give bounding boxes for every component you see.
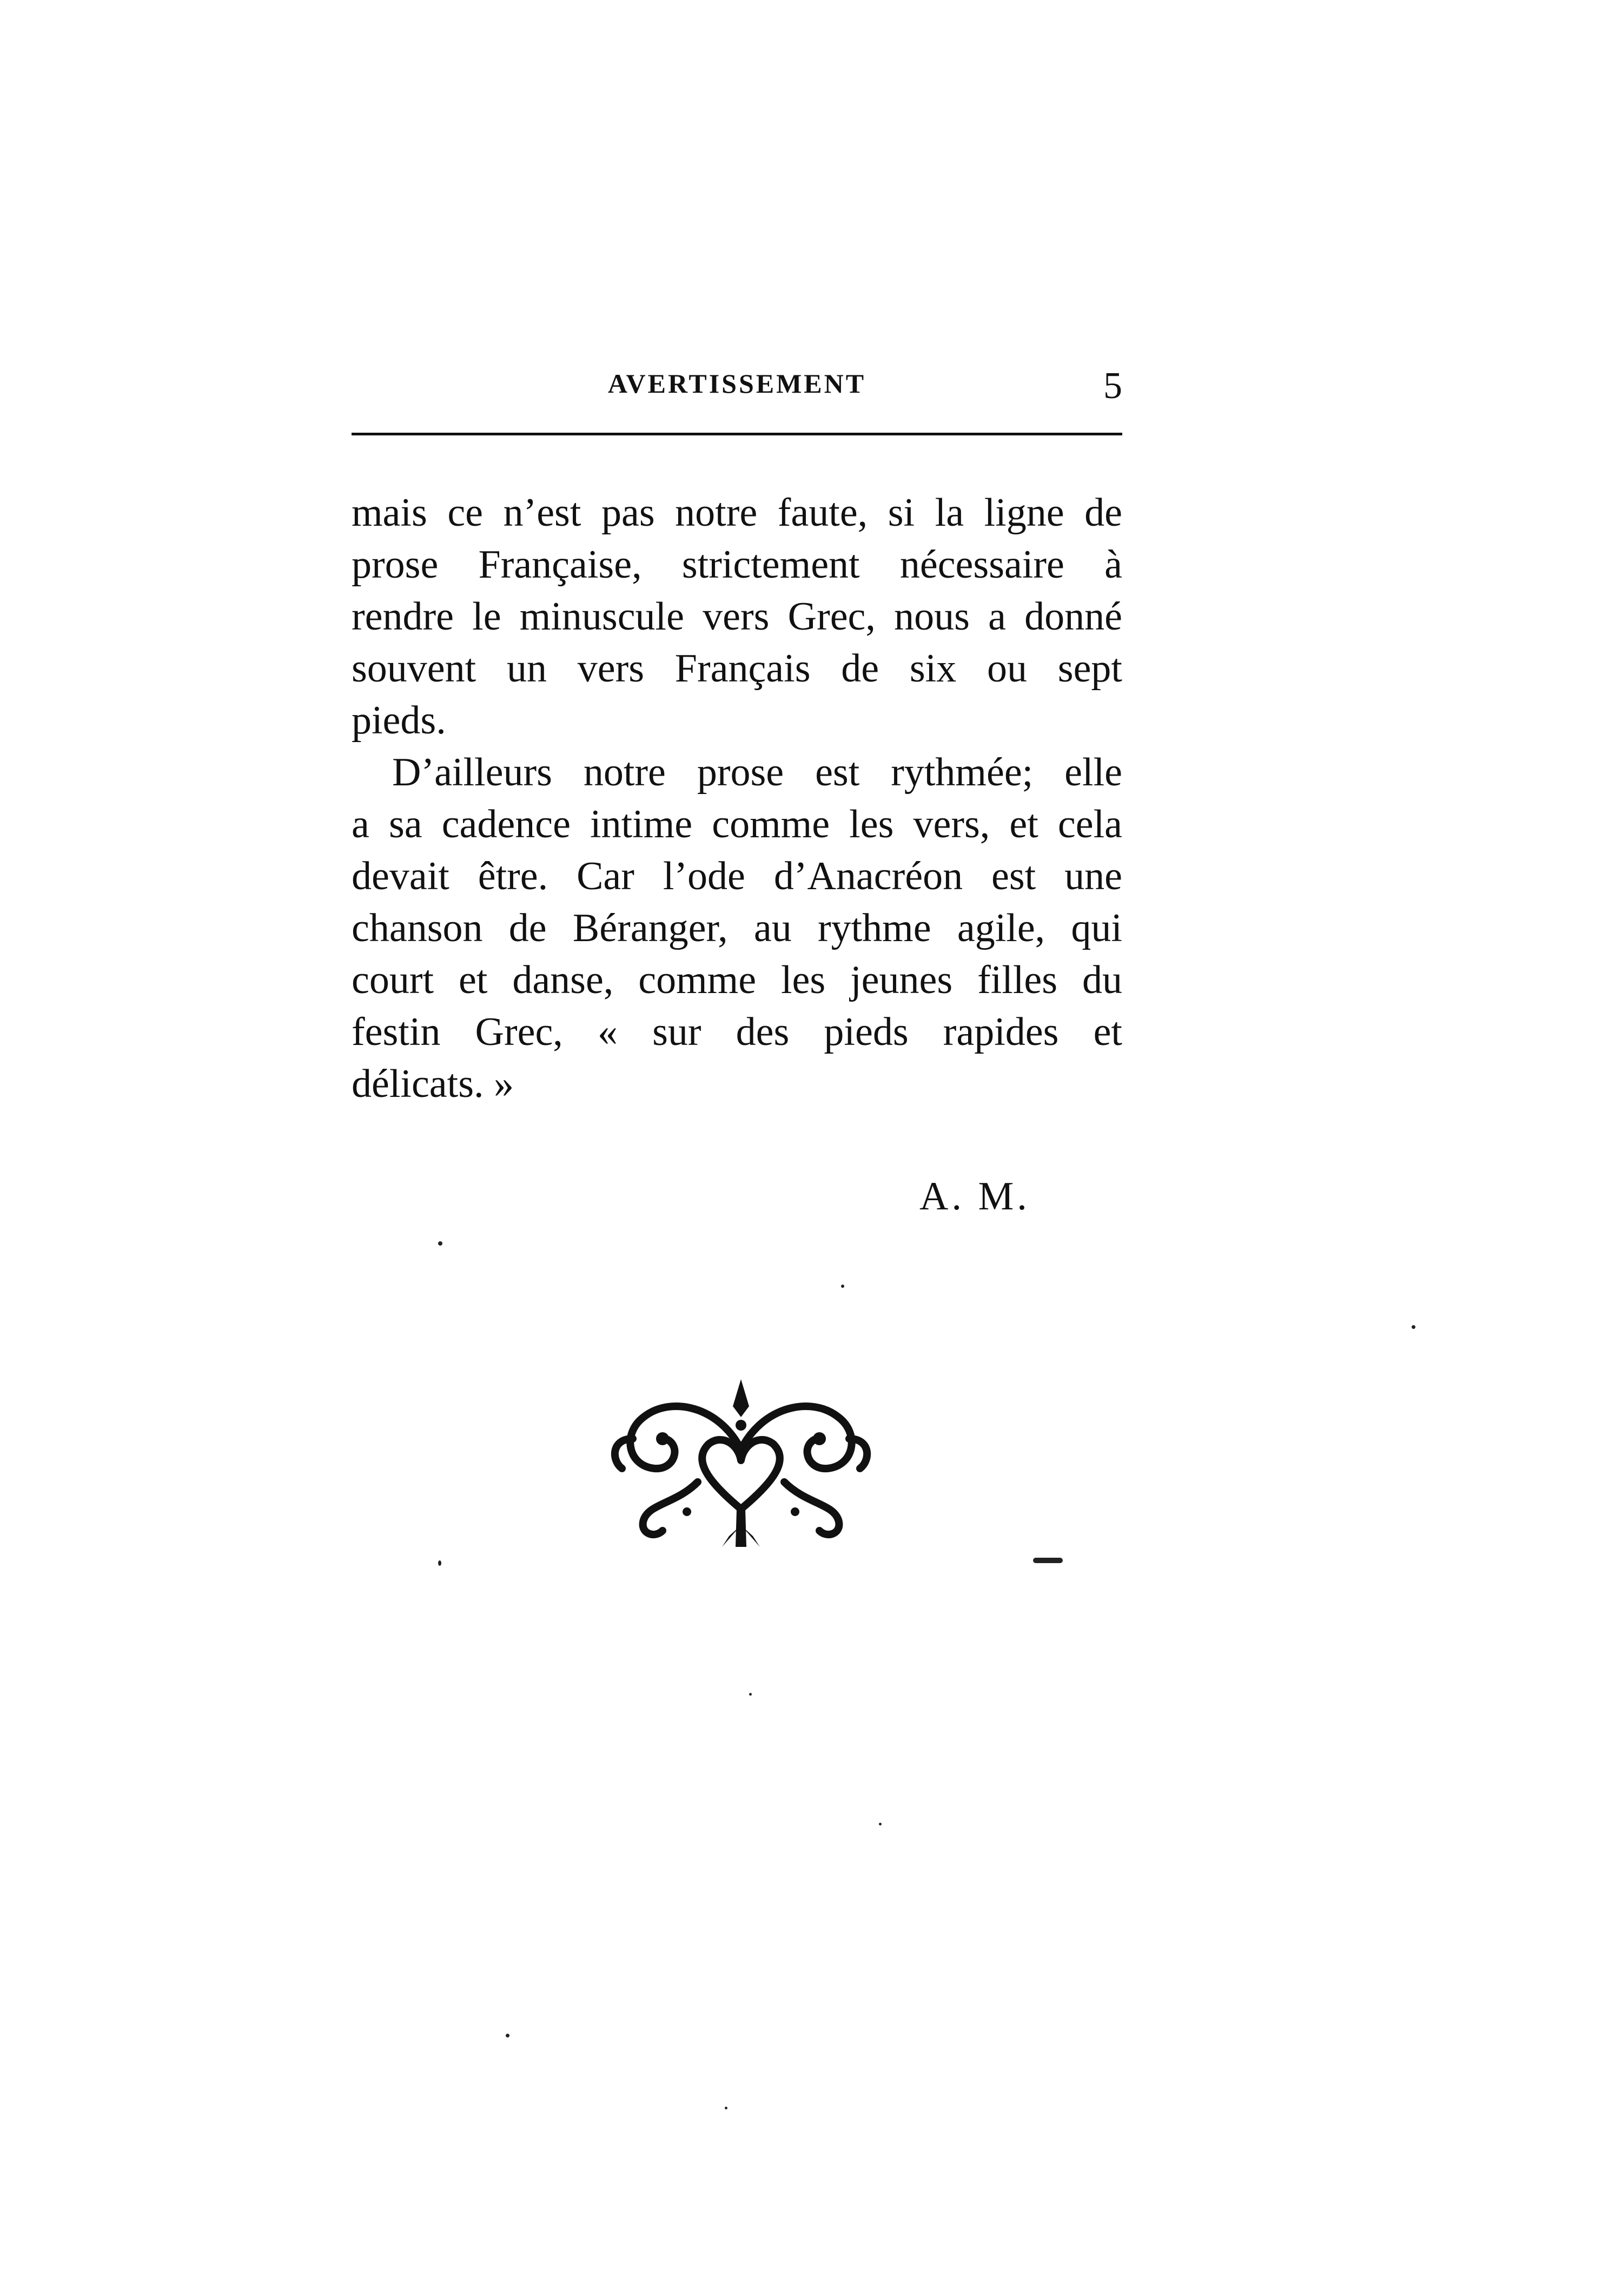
- text-line: rendre le minuscule vers Grec, nous a donné: [352, 594, 1122, 639]
- text-line: chanson de Béranger, au rythme agile, qui: [352, 906, 1122, 950]
- signature-initials: A. M.: [919, 1174, 1030, 1219]
- text-line: festin Grec, « sur des pieds rapides et: [352, 1010, 1122, 1054]
- body-text: [352, 487, 1122, 1110]
- text-line: court et danse, comme les jeunes filles du: [352, 958, 1122, 1002]
- text-line: devait être. Car l’ode d’Anacréon est une: [352, 854, 1122, 898]
- text-line: prose Française, strictement nécessaire à: [352, 542, 1122, 587]
- scan-speck: [879, 1823, 882, 1825]
- fleuron-ornament-icon: [600, 1374, 882, 1552]
- scan-speck: [725, 2107, 727, 2109]
- text-line: pieds.: [352, 698, 446, 743]
- text-line: souvent un vers Français de six ou sept: [352, 646, 1122, 691]
- scan-speck: [1033, 1558, 1063, 1563]
- text-line: mais ce n’est pas notre faute, si la ligne de: [352, 491, 1122, 535]
- scan-speck: [438, 1241, 442, 1246]
- scan-speck: [749, 1693, 752, 1696]
- scan-speck: [841, 1285, 844, 1288]
- scan-speck: [506, 2034, 509, 2037]
- running-head: [352, 365, 1122, 411]
- text-line: délicats. »: [352, 1062, 514, 1106]
- header-rule: [352, 433, 1122, 435]
- scan-speck: [438, 1560, 441, 1566]
- scan-speck: [1412, 1325, 1415, 1329]
- text-line: a sa cadence intime comme les vers, et cela: [352, 802, 1122, 846]
- text-line-paragraph-start: D’ailleurs notre prose est rythmée; elle: [392, 750, 1122, 795]
- page-number: 5: [1103, 365, 1122, 407]
- running-title: AVERTISSEMENT: [607, 368, 866, 399]
